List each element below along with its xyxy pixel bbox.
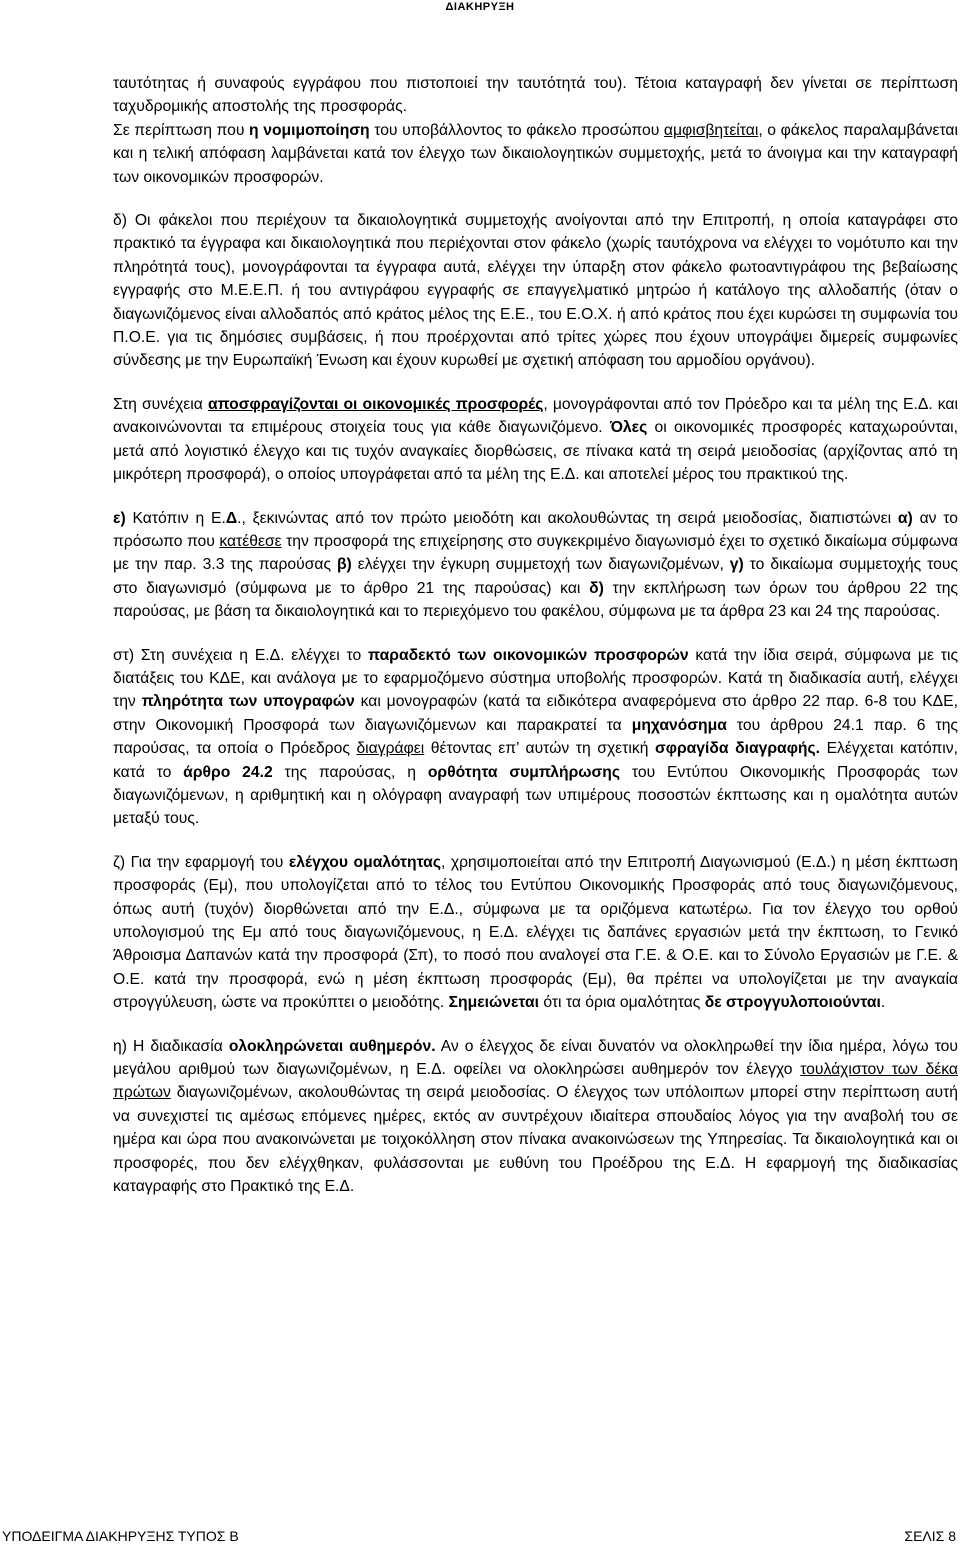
- paragraph: [113, 507, 958, 624]
- body-text: , χρησιμοποιείται από την Επιτροπή Διαγωνισμού (Ε.Δ.) η μέση έκπτωση προσφοράς (Εμ), που υπολογίζεται από το τέλος του Εντύπου Οικονομικής Προσφοράς από τους διαγωνιζόμενους, όπως αυτή (τυχόν) διορθώνεται από την Ε.Δ., σύμφωνα με τα οριζόμενα κατωτέρω. Για τον έλεγχο του ορθού υπολογισμού της Εμ από τους διαγωνιζόμενους, η Ε.Δ. ελέγχει τις δαπάνες εργασιών μετά την έκπτωση, το Γενικό Άθροισμα Δαπανών κατά την προσφορά (Σπ), το ποσό που αναλογεί στα Γ.Ε. & Ο.Ε. και το Σύνολο Εργασιών με Γ.Ε. & Ο.Ε. κατά την προσφορά, ενώ η μέση έκπτωση προσφοράς (Εμ), θα πρέπει να υπολογίζεται με την αναγκαία στρογγύλευση, ώστε να προκύπτει ο μειοδότης.: [113, 853, 958, 1012]
- body-text: οι οικονομικές προσφορές καταχωρούνται, μετά από λογιστικό έλεγχο και τις τυχόν αναγκαίες διορθώσεις, σε πίνακα κατά τη σειρά μειοδοσίας (αρχίζοντας από τη μικρότερη προσφορά), ο οποίος υπογράφεται από τα μέλη της Ε.Δ. και αποτελεί μέρος του πρακτικού της.: [113, 419, 958, 484]
- emphasis-text: αποσφραγίζονται οι οικονομικές προσφορές: [207, 395, 544, 413]
- body-text: κατά την ίδια σειρά, σύμφωνα με τις διατάξεις του ΚΔΕ, και ανάλογα με το εφαρμοζόμενο σύστημα υποβολής προσφορών. Κατά τη διαδικασία αυτή, ελέγχει την: [113, 646, 958, 711]
- body-text: δ) Οι φάκελοι που περιέχουν τα δικαιολογητικά συμμετοχής ανοίγονται από την Επιτροπή, η οποία καταγράφει στο πρακτικό τα έγγραφα και δικαιολογητικά που περιέχονται στον φάκελο (χωρίς ταυτόχρονα να ελέγχει το νομότυπο και την πληρότητά τους), μονογράφονται τα έγγραφα αυτά, ελέγχει την ύπαρξη στον φάκελο φωτοαντιγράφου της βεβαίωσης εγγραφής στο Μ.Ε.Ε.Π. ή του αντιγράφου εγγραφής σε επαγγελματικό μητρώο ή κατάλογο της αλλοδαπής (όταν ο διαγωνιζόμενος είναι αλλοδαπός από κράτος μέλος της Ε.Ε., του Ε.Ο.Χ. ή από κράτος που έχει κυρώσει τη συμφωνία του Π.Ο.Ε. για τις δημόσιες συμβάσεις, ή που προέρχονται από τρίτες χώρες που έχουν υπογράψει διμερείς συμφωνίες σύνδεσης με την Ευρωπαϊκή Ένωση και έχουν κυρωθεί με σχετική απόφαση του αρμοδίου οργάνου).: [113, 212, 958, 370]
- body-text: Αν ο έλεγχος δε είναι δυνατόν να ολοκληρωθεί την ίδια ημέρα, λόγω του μεγάλου αριθμού των διαγωνιζομένων, η Ε.Δ. οφείλει να ολοκληρώσει αυθημερόν τον έλεγχο: [113, 1037, 958, 1079]
- paragraph: [113, 644, 958, 831]
- body-text: διαγωνιζομένων, ακολουθώντας τη σειρά μειοδοσίας. Ο έλεγχος των υπόλοιπων μπορεί στην περίπτωση αυτή να συνεχιστεί τις αμέσως επόμενες ημέρες, εκτός αν συντρέχουν ιδιαίτερα σπουδαίος λόγος για την αναβολή του σε ημέρα και ώρα που ανακοινώνεται με τοιχοκόλληση στον πίνακα ανακοινώσεων της Υπηρεσίας. Τα δικαιολογητικά και οι προσφορές, που δεν ελέγχθηκαν, φυλάσσονται με ευθύνη του Προέδρου της Ε.Δ. Η εφαρμογή της διαδικασίας καταγραφής στο Πρακτικό της Ε.Δ.: [113, 1084, 958, 1196]
- paragraph: [113, 72, 958, 119]
- body-text: της παρούσας, η: [272, 763, 428, 781]
- emphasis-text: πληρότητα των υπογραφών: [141, 693, 355, 711]
- body-text: θέτοντας επ’ αυτών τη σχετική: [424, 740, 655, 758]
- emphasis-text: δε στρογγυλοποιούνται: [704, 994, 881, 1012]
- emphasis-text: ε): [113, 509, 126, 527]
- emphasis-text: αμφισβητείται: [663, 121, 759, 139]
- emphasis-text: ολοκληρώνεται αυθημερόν.: [228, 1037, 436, 1055]
- emphasis-text: ορθότητα συμπλήρωσης: [427, 763, 621, 781]
- emphasis-text: παραδεκτό των οικονομικών προσφορών: [368, 646, 689, 664]
- body-text: ότι τα όρια ομαλότητας: [539, 994, 705, 1012]
- body-text: ελέγχει την έγκυρη συμμετοχή των διαγωνιζομένων,: [351, 556, 730, 574]
- body-text: του άρθρου 24.1 παρ. 6 της παρούσας, τα οποία ο Πρόεδρος: [113, 716, 958, 758]
- emphasis-text: κατέθεσε: [219, 532, 282, 550]
- body-text: Στη συνέχεια: [113, 395, 208, 413]
- body-text: , ο φάκελος παραλαμβάνεται και η τελική απόφαση λαμβάνεται κατά τον έλεγχο των δικαιολογητικών συμμετοχής, μετά το άνοιγμα και την καταγραφή των οικονομικών προσφορών.: [113, 121, 958, 186]
- body-text: και μονογραφών (κατά τα ειδικότερα αναφερόμενα στο άρθρο 22 παρ. 6-8 του ΚΔΕ, στην Οικονομική Προσφορά των διαγωνιζόμενων και παρακρατεί τα: [113, 693, 958, 734]
- body-text: του υποβάλλοντος το φάκελο προσώπου: [369, 121, 664, 139]
- paragraph: [113, 851, 958, 1015]
- emphasis-text: γ): [729, 556, 744, 574]
- document-body: [113, 72, 958, 1198]
- paragraph: [113, 1035, 958, 1199]
- emphasis-text: α): [897, 509, 913, 527]
- body-text: την προσφορά της επιχείρησης στο συγκεκριμένο διαγωνισμό έχει το σχετικό δικαίωμα σύμφωνα με την παρ. 3.3 της παρούσας: [113, 532, 958, 574]
- body-text: στ) Στη συνέχεια η Ε.Δ. ελέγχει το: [113, 646, 369, 664]
- emphasis-text: μηχανόσημα: [631, 716, 727, 734]
- emphasis-text: άρθρο 24.2: [183, 763, 273, 781]
- emphasis-text: Όλες: [609, 419, 648, 437]
- body-text: , μονογράφονται από τον Πρόεδρο και τα μέλη της Ε.Δ. και ανακοινώνονται τα επιμέρους στοιχεία τους για κάθε διαγωνιζόμενο.: [113, 395, 958, 437]
- emphasis-text: τουλάχιστον των δέκα πρώτων: [113, 1061, 958, 1102]
- body-text: ταυτότητας ή συναφούς εγγράφου που πιστοποιεί την ταυτότητά του). Τέτοια καταγραφή δεν γίνεται σε περίπτωση ταχυδρομικής αποστολής της προσφοράς.: [113, 75, 958, 116]
- body-text: Ελέγχεται κατόπιν, κατά το: [113, 740, 958, 781]
- body-text: αν το πρόσωπο που: [113, 509, 958, 550]
- footer-page-number: ΣΕΛΙΣ 8: [904, 1528, 956, 1544]
- body-text: ζ) Για την εφαρμογή του: [113, 853, 289, 871]
- footer-document-type: ΥΠΟΔΕΙΓΜΑ ΔΙΑΚΗΡΥΞΗΣ ΤΥΠΟΣ Β: [2, 1528, 239, 1544]
- body-text: την εκπλήρωση των όρων του άρθρου 22 της παρούσας, με βάση τα δικαιολογητικά και το περιεχόμενο του φακέλου, σύμφωνα με τα άρθρα 23 και 24 της παρούσας.: [113, 579, 958, 621]
- paragraph: [113, 119, 958, 189]
- emphasis-text: ελέγχου ομαλότητας: [288, 853, 441, 871]
- emphasis-text: διαγράφει: [356, 740, 425, 758]
- body-text: του Εντύπου Οικονομικής Προσφοράς των διαγωνιζόμενων, η αριθμητική και η ολόγραφη αναγραφή των υπιμέρους ποσοστών έκπτωσης και η ομαλότητα αυτών μεταξύ τους.: [113, 763, 958, 828]
- page-footer: [2, 1526, 956, 1546]
- emphasis-text: β): [336, 556, 352, 574]
- body-text: Σε περίπτωση που: [113, 121, 250, 139]
- emphasis-text: Σημειώνεται: [448, 994, 539, 1012]
- body-text: το δικαίωμα συμμετοχής τους στο διαγωνισμό (σύμφωνα με το άρθρο 21 της παρούσας) και: [113, 556, 958, 597]
- paragraph: [113, 209, 958, 373]
- page-header: ΔΙΑΚΗΡΥΞΗ: [445, 1, 515, 13]
- paragraph: [113, 393, 958, 487]
- emphasis-text: Δ: [225, 509, 238, 527]
- body-text: ., ξεκινώντας από τον πρώτο μειοδότη και ακολουθώντας τη σειρά μειοδοσίας, διαπιστώνει: [237, 509, 898, 527]
- emphasis-text: η νομιμοποίηση: [249, 121, 370, 139]
- emphasis-text: σφραγίδα διαγραφής.: [655, 740, 821, 758]
- body-text: .: [880, 994, 886, 1012]
- body-text: η) Η διαδικασία: [113, 1037, 229, 1055]
- emphasis-text: δ): [589, 579, 604, 597]
- body-text: Κατόπιν η Ε.: [125, 509, 226, 527]
